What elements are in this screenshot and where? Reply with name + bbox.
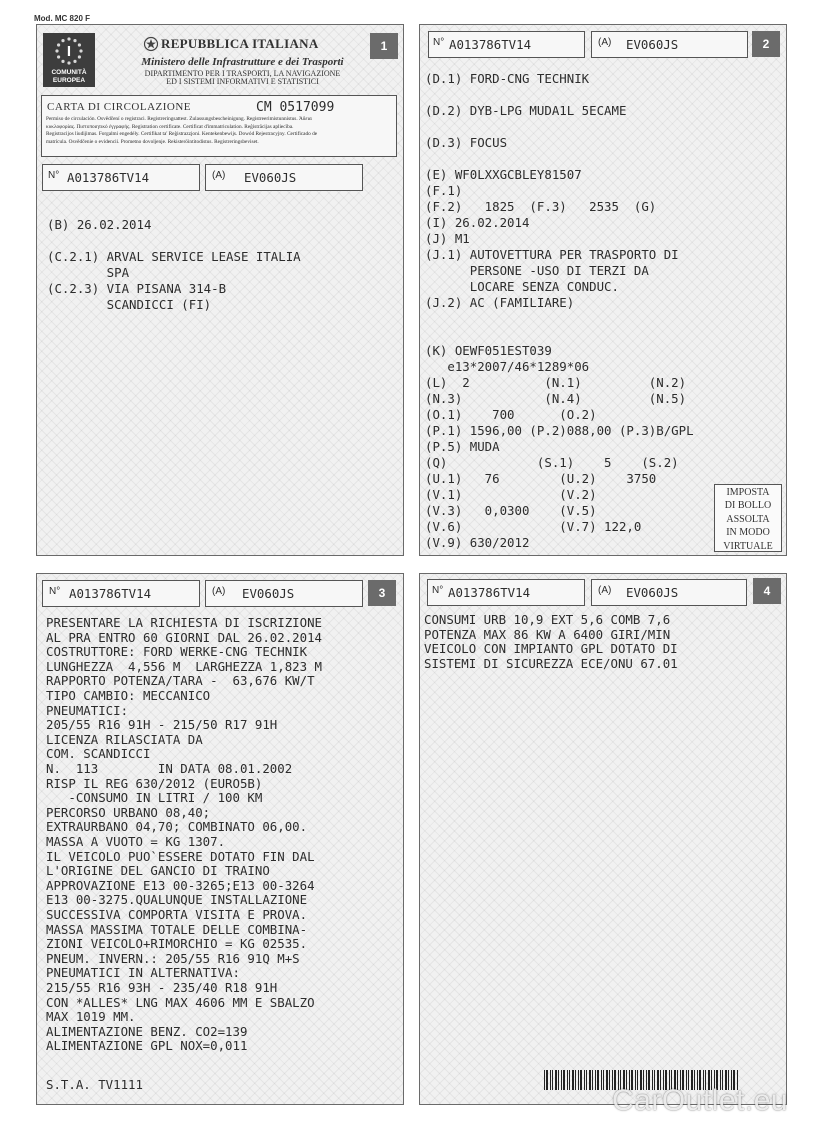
text-line: N. 113 IN DATA 08.01.2002 [46,761,293,776]
text-line: (J.2) AC (FAMILIARE) [425,295,575,310]
plate-box [205,164,363,191]
tax-stamp-line: DI BOLLO [724,500,772,512]
text-line: (U.1) 76 (U.2) 3750 [425,471,657,486]
document-number-box [428,31,585,58]
text-line: CONSUMI URB 10,9 EXT 5,6 COMB 7,6 [424,612,671,627]
page-number-3: 3 [368,580,396,606]
plate-box [591,579,747,606]
multilang-line-2: κυκλοφορίας. Πιστοποιητικό έγγραφής. Registration certificate. Certificat d'immatriculation. Reģistrācijas apliecība. [46,123,294,130]
text-line: (C.2.3) VIA PISANA 314-B [47,281,227,296]
number-label: N° [433,37,445,48]
document-number: A013786TV14 [448,585,531,600]
tax-stamp-line: ASSOLTA [726,513,770,525]
text-line: e13*2007/46*1289*06 [425,359,590,374]
text-line: LICENZA RILASCIATA DA [46,731,203,747]
text-line: MAX 1019 MM. [46,1009,136,1025]
text-line: PERSONE -USO DI TERZI DA [425,263,649,278]
text-line: E13 00-3275.QUALUNQUE INSTALLAZIONE [46,892,308,908]
text-line: 215/55 R16 93H - 235/40 R18 91H [46,980,278,995]
text-line: LOCARE SENZA CONDUC. [425,279,619,294]
text-line: (V.6) (V.7) 122,0 [425,519,642,534]
barcode-bar [578,1070,579,1090]
page-number-4: 4 [753,578,781,604]
text-line: (N.3) (N.4) (N.5) [425,391,687,406]
text-line: (E) WF0LXXGCBLEY81507 [425,167,582,182]
panel-2 [419,24,787,556]
republic-title: REPUBBLICA ITALIANA [161,36,319,51]
text-line: L'ORIGINE DEL GANCIO DI TRAINO [46,863,270,879]
eu-label-1: COMUNITÀ [51,69,87,76]
plate-number: EV060JS [626,37,679,52]
text-line: (K) OEWF051EST039 [425,343,552,358]
document-number: A013786TV14 [449,37,532,52]
text-line: TIPO CAMBIO: MECCANICO [46,688,211,703]
text-line: (P.1) 1596,00 (P.2)088,00 (P.3)B/GPL [425,423,694,438]
text-line: SCANDICCI (FI) [47,297,212,312]
text-line: COSTRUTTORE: FORD WERKE-CNG TECHNIK [46,644,308,660]
plate-number: EV060JS [242,586,295,601]
barcode-bar [601,1070,602,1090]
barcode-bar [575,1070,576,1090]
number-label: N° [49,586,61,597]
panel-3 [36,573,404,1105]
text-line: (L) 2 (N.1) (N.2) [425,375,687,390]
text-line: POTENZA MAX 86 KW A 6400 GIRI/MIN [424,626,671,642]
ministry-title: Ministero delle Infrastrutture e dei Trasporti [141,56,344,68]
tax-stamp-line: VIRTUALE [723,540,773,552]
text-line: (I) 26.02.2014 [425,215,530,230]
plate-label: (A) [598,37,612,48]
document-number-box [42,580,200,607]
text-line: (V.3) 0,0300 (V.5) [425,503,597,518]
plate-label: (A) [598,585,612,596]
text-line: PERCORSO URBANO 08,40; [46,804,211,820]
plate-box [205,580,363,607]
plate-box [591,31,748,58]
text-line: ALIMENTAZIONE BENZ. CO2=139 [46,1023,248,1039]
text-line: PNEUM. INVERN.: 205/55 R16 91Q M+S [46,950,300,966]
text-line: SISTEMI DI SICUREZZA ECE/ONU 67.01 [424,655,678,671]
text-line: RAPPORTO POTENZA/TARA - 63,676 KW/T [46,673,315,689]
tax-stamp-line: IMPOSTA [726,487,770,498]
text-line: MASSA A VUOTO = KG 1307. [46,834,226,849]
text-line: PRESENTARE LA RICHIESTA DI ISCRIZIONE [46,615,323,630]
text-line: SUCCESSIVA COMPORTA VISITA E PROVA. [46,907,308,922]
multilang-line-4: matrícula. Osvědčenie o evidencii. Prometno dovoljenje. Rekisteröintitodistus. Registreringsbeviset. [46,138,259,145]
document-number: A013786TV14 [69,586,152,601]
text-line: AL PRA ENTRO 60 GIORNI DAL 26.02.2014 [46,629,323,645]
barcode-bar [552,1070,553,1090]
plate-number: EV060JS [626,585,679,600]
text-line: APPROVAZIONE E13 00-3265;E13 00-3264 [46,877,315,893]
text-line: EXTRAURBANO 04,70; COMBINATO 06,00. [46,819,308,835]
panel-4-text [424,612,678,707]
card-number: CM 0517099 [256,100,335,115]
plate-label: (A) [212,586,226,597]
text-line: PNEUMATICI IN ALTERNATIVA: [46,965,240,981]
text-line: ALIMENTAZIONE GPL NOX=0,011 [46,1038,248,1054]
text-line: (D.2) DYB-LPG MUDA1L 5ECAME [425,103,627,118]
text-line: LUNGHEZZA 4,556 M LARGHEZZA 1,823 M [46,658,323,674]
text-line: (D.3) FOCUS [425,135,508,150]
document-number-box [42,164,200,191]
text-line: CON *ALLES* LNG MAX 4606 MM E SBALZO [46,994,315,1010]
tax-stamp-box [714,484,782,552]
text-line: (J) M1 [425,231,470,246]
italian-emblem-icon [143,36,159,52]
text-line: MASSA MASSIMA TOTALE DELLE COMBINA- [46,921,308,937]
text-line: (Q) (S.1) 5 (S.2) [425,455,679,470]
plate-number: EV060JS [244,170,297,185]
number-label: N° [432,585,444,596]
number-label: N° [48,170,60,181]
barcode-bar [544,1070,545,1090]
plate-label: (A) [212,170,226,181]
document-number-box [427,579,585,606]
department-line-1: DIPARTIMENTO PER I TRASPORTI, LA NAVIGAZIONE [144,69,341,78]
panel-1 [36,24,404,556]
barcode-bar [606,1070,608,1090]
text-line: (V.1) (V.2) [425,487,597,502]
barcode-bar [584,1070,585,1090]
text-line: (V.9) 630/2012 [425,535,530,550]
barcode-bar [563,1070,565,1090]
barcode-bar [589,1070,591,1090]
text-line: VEICOLO CON IMPIANTO GPL DOTATO DI [424,641,678,656]
barcode-bar [555,1070,557,1090]
eu-flag [43,33,95,87]
barcode-bar [595,1070,596,1090]
text-line: (O.1) 700 (O.2) [425,407,597,422]
barcode-bar [572,1070,574,1090]
barcode-bar [558,1070,559,1090]
text-line: (F.2) 1825 (F.3) 2535 (G) [425,199,657,214]
tax-stamp-line: IN MODO [726,527,770,539]
text-line: (J.1) AUTOVETTURA PER TRASPORTO DI [425,247,679,262]
text-line: (C.2.1) ARVAL SERVICE LEASE ITALIA [47,249,301,264]
panel-1-text [47,217,301,344]
text-line: (F.1) [425,183,463,198]
eu-label-2: EUROPEA [52,77,86,84]
page-number-2: 2 [752,31,780,57]
barcode-bar [580,1070,582,1090]
text-line: COM. SCANDICCI [46,746,151,762]
barcode-bar [546,1070,548,1090]
multilang-line-3: Registracijos liudijimas. Forgalmi engedély. Certifikat ta' Reģistrazzjoni. Kentekenbewijs. Dowód Rejestracyjny. Certificado de [46,131,318,138]
eu-country-letter: I [66,43,72,60]
document-number: A013786TV14 [67,170,150,185]
text-line: ZIONI VEICOLO+RIMORCHIO = KG 02535. [46,936,308,952]
sta-code: S.T.A. TV1111 [46,1077,143,1092]
multilang-line-1: Permiso de circulación. Osvědčení o registraci. Registreringsattest. Zulassungsbescheinigung. Registreerimistunnistus. Άδεια [46,116,312,122]
barcode-bar [609,1070,610,1090]
barcode-bar [569,1070,570,1090]
card-title-box [41,95,397,157]
page-number-1: 1 [370,33,398,59]
text-line: 205/55 R16 91H - 215/50 R17 91H [46,717,278,733]
department-line-2: ED I SISTEMI INFORMATIVI E STATISTICI [166,77,319,86]
multilang-text [46,116,394,146]
barcode-bar [561,1070,562,1090]
text-line: (B) 26.02.2014 [47,217,152,232]
panel-4 [419,573,787,1105]
barcode-bar [550,1070,551,1090]
text-line: SPA [47,265,130,280]
watermark: CarOutlet.eu [612,1084,789,1117]
model-code: Mod. MC 820 F [34,14,91,23]
card-title: CARTA DI CIRCOLAZIONE [47,101,192,113]
text-line: IL VEICOLO PUO`ESSERE DOTATO FIN DAL [46,848,315,864]
barcode-bar [567,1070,568,1090]
text-line: PNEUMATICI: [46,702,129,718]
barcode-bar [597,1070,599,1090]
text-line: (D.1) FORD-CNG TECHNIK [425,71,590,86]
barcode-bar [592,1070,593,1090]
text-line: -CONSUMO IN LITRI / 100 KM [46,790,263,806]
barcode-bar [603,1070,604,1090]
barcode-bar [586,1070,587,1090]
text-line: (P.5) MUDA [425,439,500,454]
text-line: RISP IL REG 630/2012 (EURO5B) [46,775,263,791]
